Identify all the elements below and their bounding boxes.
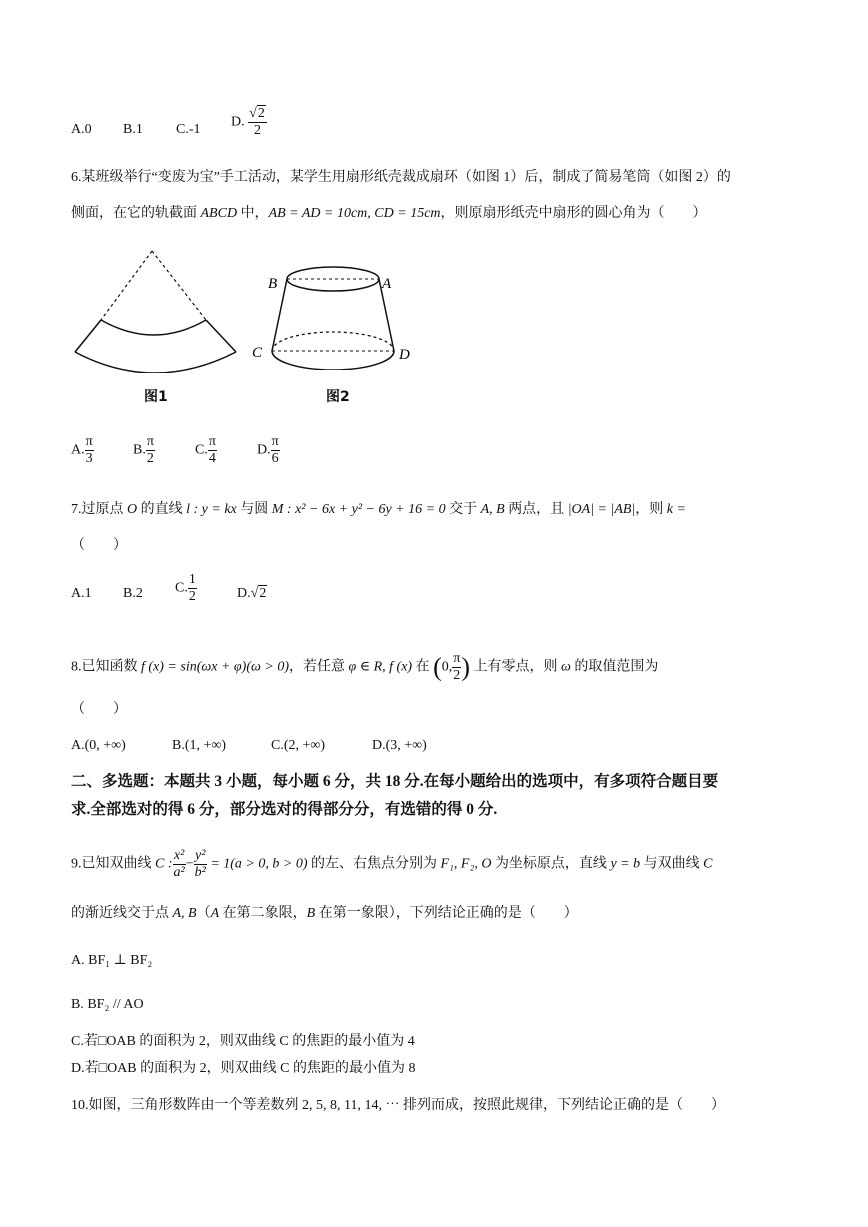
label-d: D [399,347,410,363]
q6-line1: 6.某班级举行“变废为宝”手工活动，某学生用扇形纸壳裁成扇环（如图 1）后，制成了简易笔筒（如图 2）的 [71,170,731,185]
q7-line2: （ ） [71,538,127,553]
figure2-frustum [248,260,428,370]
label-c: C [252,345,263,361]
q6-option-d: D. $\frac{\pi}{6}$ [257,434,279,466]
figure1-sector-ring [66,248,246,373]
q6-line2: 侧面，在它的轨截面 ABCD 中，AB = AD = 10cm, CD = 15cm，则原扇形纸壳中扇形的圆心角为（ ） [71,206,707,221]
label-a: A [382,276,392,292]
q9-option-c: C.若□OAB 的面积为 2，则双曲线 C 的焦距的最小值为 4 [71,1034,415,1049]
q5-option-c: C.-1 [176,122,201,137]
section2-heading-line2: 求.全部选对的得 6 分，部分选对的得部分分，有选错的得 0 分. [71,801,498,818]
q7-option-d: D.√2 [237,584,267,604]
q8-option-c: C.(2, +∞) [271,738,326,753]
label-b: B [268,276,278,292]
q8-option-d: D.(3, +∞) [372,738,427,753]
q9-option-d: D.若□OAB 的面积为 2，则双曲线 C 的焦距的最小值为 8 [71,1061,416,1076]
figure1-caption: 图1 [144,389,168,405]
q5-option-d-label: D. [231,114,245,130]
figure2-caption: 图2 [326,389,350,405]
q10-line1: 10.如图，三角形数阵由一个等差数列 2, 5, 8, 11, 14, ⋯ 排列而成，按照此规律，下列结论正确的是（ ） [71,1098,725,1113]
section2-heading-line1: 二、多选题：本题共 3 小题，每小题 6 分，共 18 分.在每小题给出的选项中，有多项符合题目要 [71,773,719,790]
q7-option-b: B.2 [123,586,143,601]
q8-option-b: B.(1, +∞) [172,738,227,753]
q7-option-a: A.1 [71,586,92,601]
sqrt-sign: √2 [249,106,265,121]
q9-option-b: B. BF₂ // AO [71,997,144,1012]
q5-option-d [231,106,267,139]
q6-option-a: A. $\frac{\pi}{3}$ [71,434,93,466]
q5-option-d-fraction: $\frac{√2}{2}$ [249,106,265,138]
q6-option-c: C. $\frac{\pi}{4}$ [195,434,216,466]
q9-line1: 9.已知双曲线 C : $\frac{\text{x²}}{\text{a²}}$ − $\frac{\text{y²}}{\text{b²}}$ = 1(a > 0, b > 0) 的左、右焦点分别为 F₁, F₂, O 为坐标原点，直线 y = b 与双曲线 C [71,848,713,880]
q8-line1: 8.已知函数 f (x) = sin(ωx + φ)(ω > 0)，若任意 φ ∈ R, f (x) 在 (0, $\frac{\pi}{2}$ ) 上有零点，则 ω 的取值范围为 [71,651,659,683]
q5-option-a: A.0 [71,122,92,137]
q9-option-a: A. BF₁ ⊥ BF₂ [71,953,153,968]
q7-option-c: C. $\frac{1}{2}$ [175,572,196,604]
q9-line2: 的渐近线交于点 A, B（A 在第二象限，B 在第一象限），下列结论正确的是（ ） [71,906,578,921]
q5-option-b: B.1 [123,122,143,137]
sqrt-sign: √2 [250,586,267,601]
q8-line2: （ ） [71,702,127,717]
q8-option-a: A.(0, +∞) [71,738,126,753]
q6-option-b: B. $\frac{\pi}{2}$ [133,434,154,466]
q7-line1: 7.过原点 O 的直线 l : y = kx 与圆 M : x² − 6x + y² − 6y + 16 = 0 交于 A, B 两点，且 |OA| = |AB|，则 k = [71,502,686,517]
